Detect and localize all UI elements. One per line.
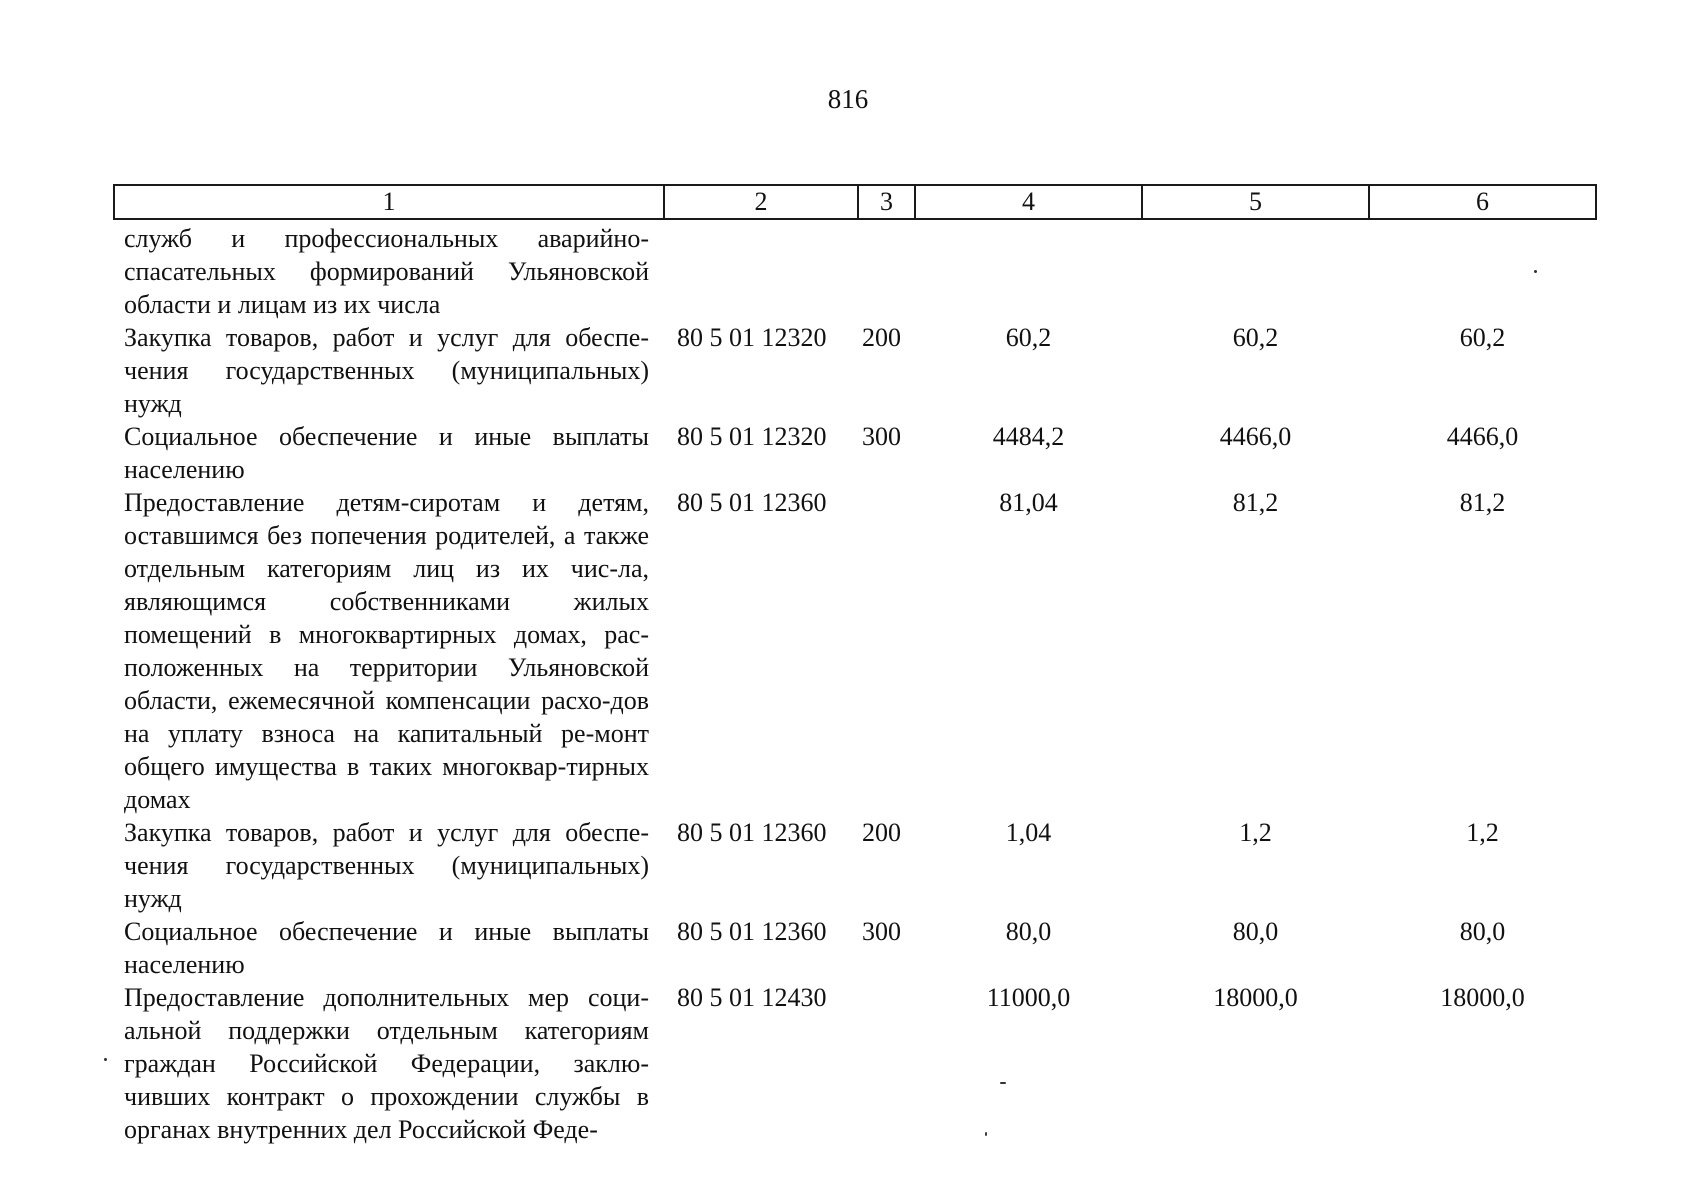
row-value-col4: 4484,2: [992, 422, 1065, 451]
row-value-col5: 4466,0: [1219, 422, 1292, 451]
scan-speck: [104, 1058, 107, 1061]
table-row: [0, 222, 1696, 321]
row-value-col5: 18000,0: [1213, 983, 1298, 1012]
column-header-1: 1: [114, 185, 664, 219]
row-expense-type: 200: [862, 323, 901, 352]
column-header-3: 3: [858, 185, 915, 219]
table-row: [0, 420, 1696, 486]
row-value-col5: 80,0: [1232, 917, 1279, 946]
row-value-col6: 81,2: [1459, 488, 1506, 517]
row-value-col6: 18000,0: [1440, 983, 1525, 1012]
row-value-col6: 4466,0: [1446, 422, 1519, 451]
row-code: 80 5 01 12320: [677, 323, 827, 352]
row-code: 80 5 01 12360: [677, 488, 827, 517]
row-value-col6: 80,0: [1459, 917, 1506, 946]
row-code: 80 5 01 12320: [677, 422, 827, 451]
column-header-2: 2: [664, 185, 858, 219]
row-description: Закупка товаров, работ и услуг для обеспе-чения государственных (муниципальных) нужд: [124, 818, 649, 913]
column-header-6: 6: [1369, 185, 1596, 219]
row-value-col5: 1,2: [1239, 818, 1272, 847]
row-description: Социальное обеспечение и иные выплаты населению: [124, 917, 649, 979]
scan-speck: [1000, 1082, 1006, 1084]
row-code: 80 5 01 12360: [677, 917, 827, 946]
row-description: Закупка товаров, работ и услуг для обеспе-чения государственных (муниципальных) нужд: [124, 323, 649, 418]
row-description: служб и профессиональных аварийно-спасательных формирований Ульяновской области и лицам из их числа: [124, 224, 649, 319]
row-description: Социальное обеспечение и иные выплаты населению: [124, 422, 649, 484]
row-value-col6: 1,2: [1466, 818, 1499, 847]
row-expense-type: 300: [862, 422, 901, 451]
row-expense-type: 200: [862, 818, 901, 847]
row-value-col4: 1,04: [1005, 818, 1052, 847]
table-row: [0, 486, 1696, 816]
row-value-col6: 60,2: [1459, 323, 1506, 352]
page-number: 816: [827, 84, 869, 114]
row-value-col4: 81,04: [999, 488, 1058, 517]
column-header-row: [114, 185, 1596, 219]
column-header-table: [113, 184, 1597, 220]
row-value-col4: 11000,0: [986, 983, 1071, 1012]
table-row: [0, 816, 1696, 915]
row-value-col5: 81,2: [1232, 488, 1279, 517]
row-value-col4: 60,2: [1005, 323, 1052, 352]
row-description: Предоставление дополнительных мер соци-альной поддержки отдельным категориям граждан Российской Федерации, заклю-чивших контракт о прохождении службы в органах внутренних дел Российской Феде-: [124, 983, 649, 1144]
row-expense-type: 300: [862, 917, 901, 946]
table-row: [0, 981, 1696, 1146]
column-header-4: 4: [915, 185, 1142, 219]
row-value-col5: 60,2: [1232, 323, 1279, 352]
row-code: 80 5 01 12360: [677, 818, 827, 847]
row-code: 80 5 01 12430: [677, 983, 827, 1012]
scan-speck: [985, 1132, 987, 1136]
row-description: Предоставление детям-сиротам и детям, оставшимся без попечения родителей, а также отдельным категориям лиц из их чис-ла, являющимся собственниками жилых помещений в многоквартирных домах, рас-положенных на территории Ульяновской области, ежемесячной компенсации расхо-дов на уплату взноса на капитальный ре-монт общего имущества в таких многоквар-тирных домах: [124, 488, 649, 814]
row-value-col4: 80,0: [1005, 917, 1052, 946]
scan-speck: [1534, 270, 1537, 273]
table-body: [0, 222, 1696, 1146]
table-row: [0, 321, 1696, 420]
table-row: [0, 915, 1696, 981]
column-header-5: 5: [1142, 185, 1369, 219]
